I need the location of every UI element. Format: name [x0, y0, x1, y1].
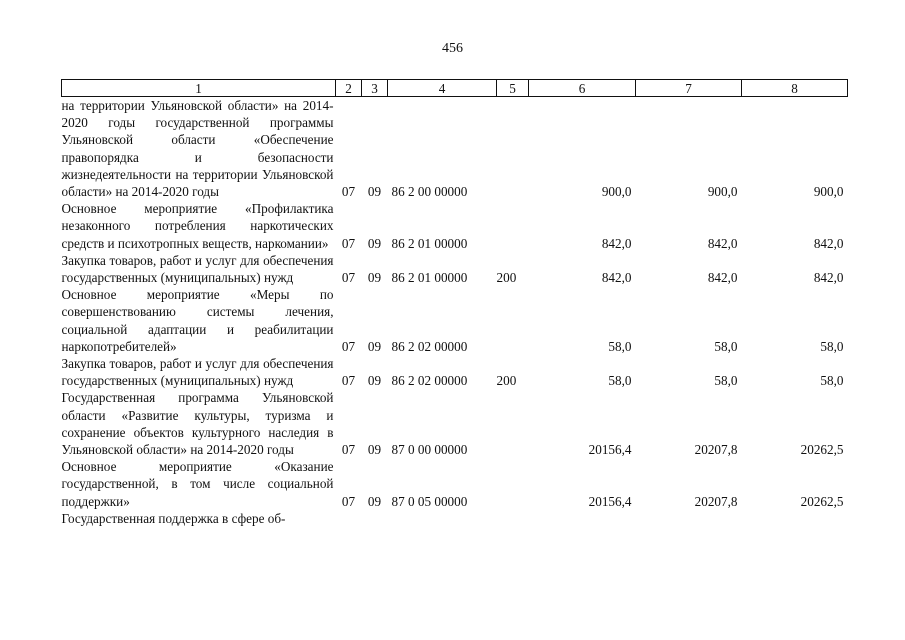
- table-row: [62, 252, 848, 286]
- row-expense-type: [497, 389, 529, 458]
- row-expense-type: 200: [496, 373, 517, 389]
- table-row: [62, 510, 848, 527]
- row-target-code: 86 2 01 00000: [391, 270, 468, 286]
- row-value-col7: 58,0: [714, 373, 738, 389]
- row-section: 07: [341, 493, 356, 509]
- row-value-col7: 900,0: [707, 184, 738, 200]
- row-expense-type: [497, 286, 529, 355]
- row-target-code: [388, 510, 497, 527]
- column-header-4: 4: [388, 80, 497, 97]
- row-value-col7: 58,0: [714, 338, 738, 354]
- row-expense-type: [497, 200, 529, 252]
- row-subsection: 09: [367, 493, 382, 509]
- row-value-col7: [636, 510, 742, 527]
- table-row: [62, 458, 848, 510]
- row-value-col6: 842,0: [601, 270, 632, 286]
- row-value-col8: 20262,5: [800, 493, 844, 509]
- row-expense-type: [497, 458, 529, 510]
- row-subsection: 09: [367, 270, 382, 286]
- row-value-col8: 842,0: [813, 235, 844, 251]
- row-section: 07: [341, 373, 356, 389]
- row-name: Основное мероприятие «Профилактика незаконного потребления наркотических средств и психотропных веществ, наркомании»: [61, 201, 334, 251]
- row-target-code: 86 2 02 00000: [391, 373, 468, 389]
- column-header-2: 2: [336, 80, 362, 97]
- row-name: Государственная программа Ульяновской области «Развитие культуры, туризма и сохранение объектов культурного наследия в Ульяновской области» на 2014-2020 годы: [61, 390, 334, 458]
- row-value-col6: 58,0: [608, 373, 632, 389]
- row-subsection: 09: [367, 338, 382, 354]
- row-value-col8: 58,0: [820, 373, 844, 389]
- row-target-code: 87 0 05 00000: [391, 493, 468, 509]
- page-number: 456: [442, 41, 463, 56]
- row-value-col8: [742, 510, 848, 527]
- row-name: Государственная поддержка в сфере об-: [61, 510, 286, 526]
- column-header-1: 1: [62, 80, 336, 97]
- row-expense-type: 200: [496, 270, 517, 286]
- column-number-row: [62, 80, 848, 97]
- row-section: 07: [341, 270, 356, 286]
- budget-table: [61, 79, 848, 527]
- row-target-code: 86 2 01 00000: [391, 235, 468, 251]
- row-value-col6: 20156,4: [588, 493, 632, 509]
- row-value-col6: 58,0: [608, 338, 632, 354]
- row-subsection: [362, 510, 388, 527]
- row-name: Закупка товаров, работ и услуг для обеспечения государственных (муниципальных) нужд: [61, 252, 334, 286]
- row-value-col6: 900,0: [601, 184, 632, 200]
- table-row: [62, 355, 848, 389]
- row-target-code: 87 0 00 00000: [391, 442, 468, 458]
- row-section: 07: [341, 338, 356, 354]
- row-section: 07: [341, 184, 356, 200]
- column-header-8: 8: [742, 80, 848, 97]
- row-name: на территории Ульяновской области» на 2014-2020 годы государственной программы Ульяновской области «Обеспечение правопорядка и безопасности жизнедеятельности на территории Ульяновской области» на 2014-2020 годы: [61, 98, 334, 200]
- table-row: [62, 200, 848, 252]
- row-expense-type: [497, 510, 529, 527]
- row-subsection: 09: [367, 373, 382, 389]
- row-expense-type: [497, 97, 529, 201]
- row-value-col8: 20262,5: [800, 442, 844, 458]
- row-subsection: 09: [367, 442, 382, 458]
- row-value-col7: 20207,8: [694, 493, 738, 509]
- row-value-col8: 58,0: [820, 338, 844, 354]
- column-header-5: 5: [497, 80, 529, 97]
- row-target-code: 86 2 02 00000: [391, 338, 468, 354]
- table-row: [62, 97, 848, 201]
- row-value-col7: 842,0: [707, 235, 738, 251]
- row-target-code: 86 2 00 00000: [391, 184, 468, 200]
- row-section: 07: [341, 442, 356, 458]
- row-subsection: 09: [367, 235, 382, 251]
- row-value-col7: 20207,8: [694, 442, 738, 458]
- table-row: [62, 286, 848, 355]
- row-name: Закупка товаров, работ и услуг для обеспечения государственных (муниципальных) нужд: [61, 356, 334, 389]
- row-value-col7: 842,0: [707, 270, 738, 286]
- row-section: [336, 510, 362, 527]
- row-value-col6: 842,0: [601, 235, 632, 251]
- row-name: Основное мероприятие «Оказание государственной, в том числе социальной поддержки»: [61, 459, 334, 509]
- row-value-col6: [529, 510, 636, 527]
- column-header-6: 6: [529, 80, 636, 97]
- row-subsection: 09: [367, 184, 382, 200]
- row-name: Основное мероприятие «Меры по совершенствованию системы лечения, социальной адаптации и реабилитации наркопотребителей»: [61, 287, 334, 354]
- column-header-3: 3: [362, 80, 388, 97]
- row-value-col8: 842,0: [813, 270, 844, 286]
- table-row: [62, 389, 848, 458]
- row-value-col6: 20156,4: [588, 442, 632, 458]
- column-header-7: 7: [636, 80, 742, 97]
- row-section: 07: [341, 235, 356, 251]
- row-value-col8: 900,0: [813, 184, 844, 200]
